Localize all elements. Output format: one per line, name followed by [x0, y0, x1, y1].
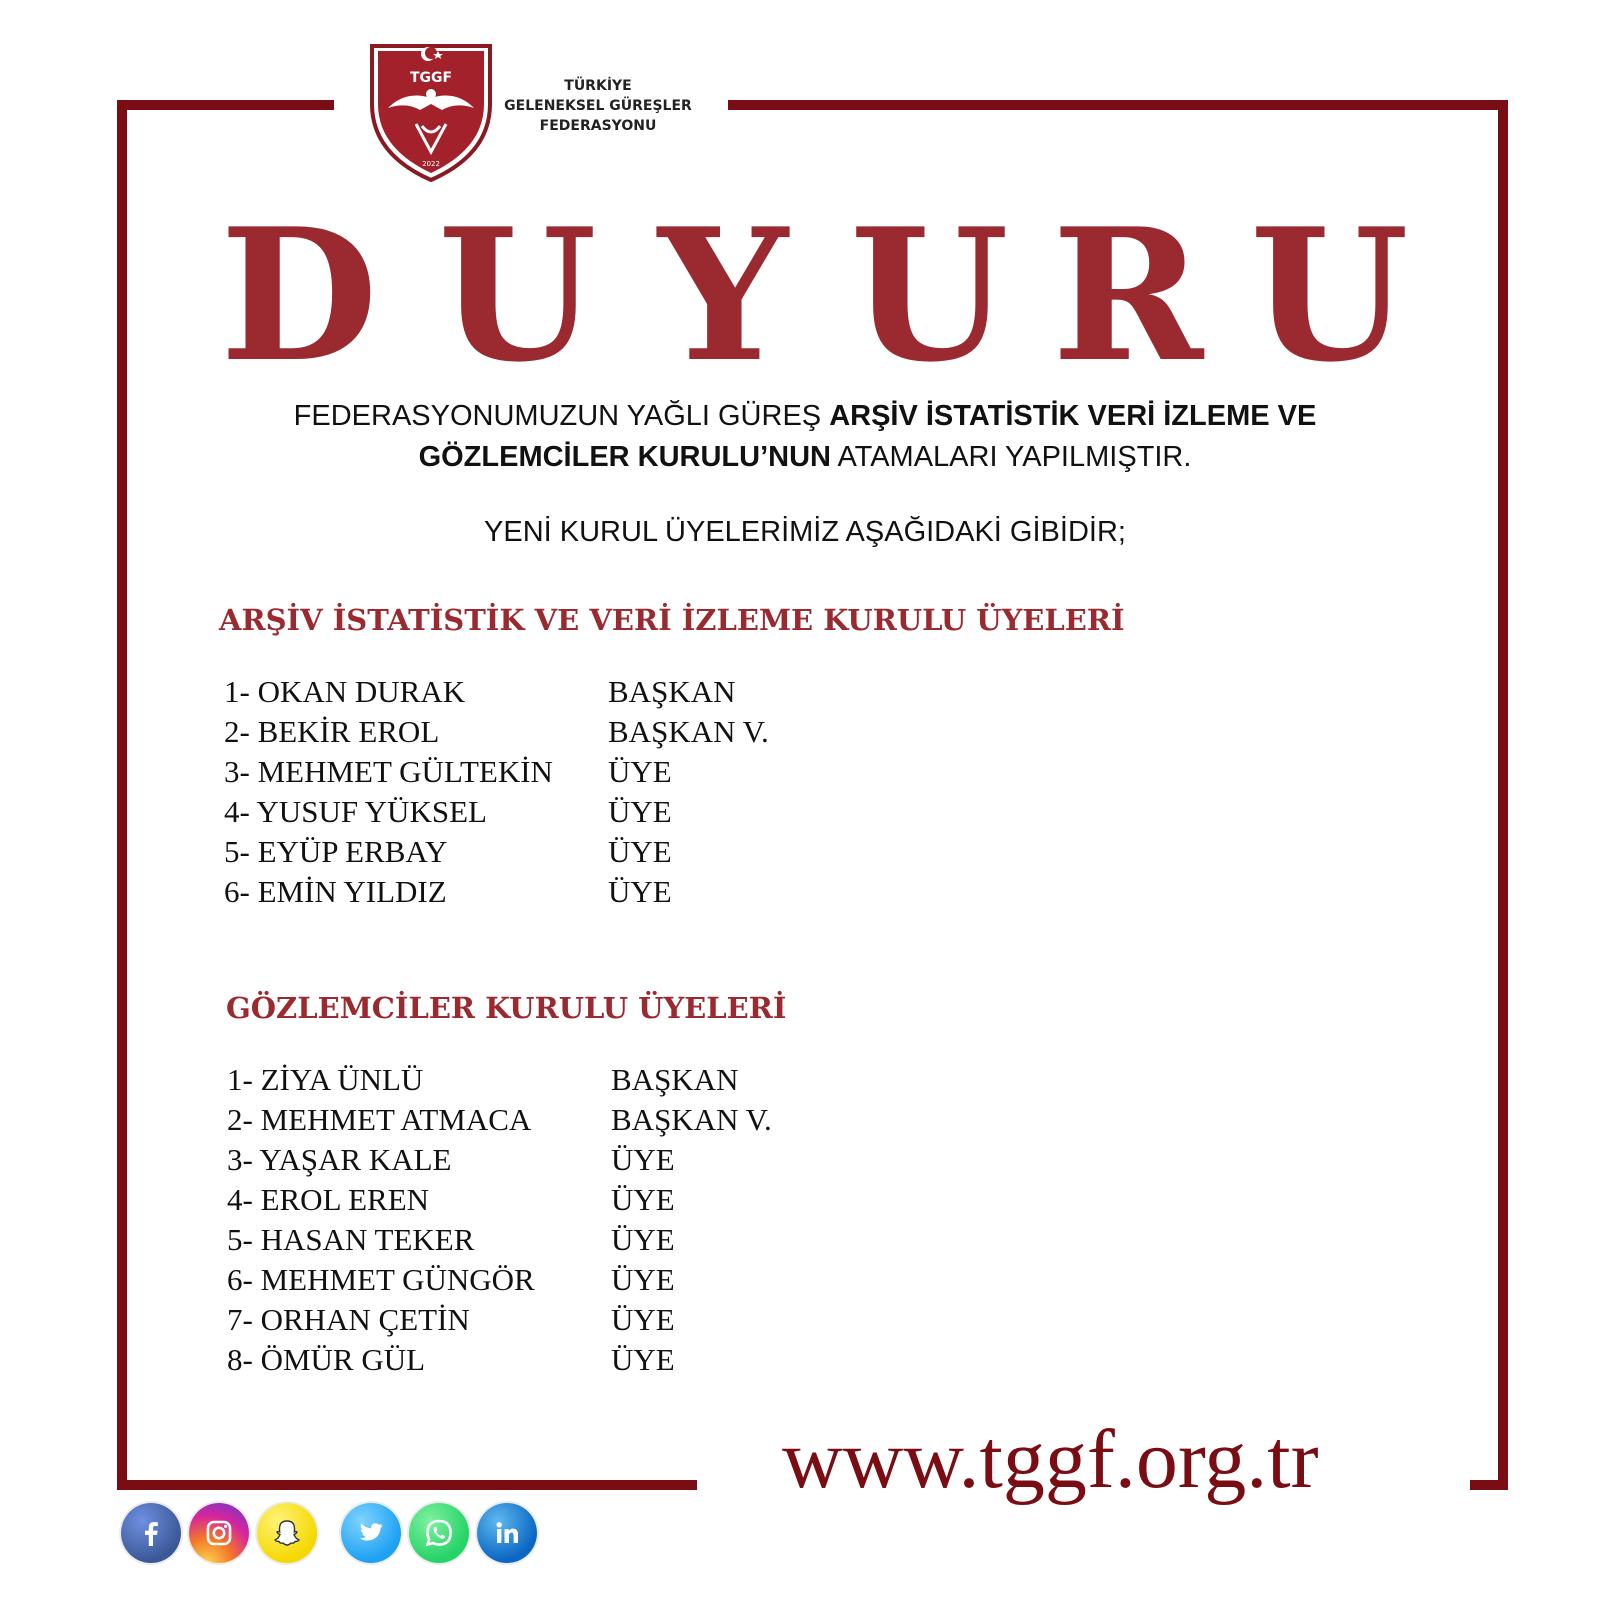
website-link[interactable]: www.tggf.org.tr	[782, 1413, 1319, 1506]
member-name: 1- OKAN DURAK	[224, 674, 466, 709]
list-item	[227, 1260, 827, 1300]
twitter-icon[interactable]	[341, 1503, 401, 1563]
member-name: 5- HASAN TEKER	[227, 1222, 475, 1257]
frame-bottom-right	[1470, 1480, 1508, 1490]
intro-line-1	[200, 396, 1410, 437]
list-item	[224, 672, 824, 712]
member-name: 7- ORHAN ÇETİN	[227, 1302, 470, 1337]
member-name: 6- EMİN YILDIZ	[224, 874, 447, 909]
facebook-icon[interactable]	[121, 1503, 181, 1563]
member-role: ÜYE	[611, 1262, 675, 1297]
member-role: BAŞKAN V.	[611, 1102, 772, 1137]
frame-bottom-left	[117, 1480, 697, 1490]
org-name-line-2: GELENEKSEL GÜREŞLER	[504, 98, 692, 114]
member-role: ÜYE	[611, 1302, 675, 1337]
member-role: ÜYE	[611, 1222, 675, 1257]
instagram-icon[interactable]	[189, 1503, 249, 1563]
intro-bold-1: ARŞİV İSTATİSTİK VERİ İZLEME VE	[829, 400, 1317, 432]
federation-logo	[366, 42, 496, 182]
list-item	[224, 792, 824, 832]
member-role: ÜYE	[608, 834, 672, 869]
title-letter: R	[1052, 188, 1204, 402]
member-name: 5- EYÜP ERBAY	[224, 834, 448, 869]
list-item	[227, 1300, 827, 1340]
list-item	[224, 832, 824, 872]
member-role: ÜYE	[608, 754, 672, 789]
member-role: ÜYE	[611, 1342, 675, 1377]
section-title-observers: GÖZLEMCİLER KURULU ÜYELERİ	[226, 991, 787, 1025]
intro-line-2	[200, 437, 1410, 478]
title-letter: Y	[658, 188, 788, 402]
member-name: 1- ZİYA ÜNLÜ	[227, 1062, 424, 1097]
member-role: ÜYE	[608, 874, 672, 909]
member-role: BAŞKAN	[608, 674, 736, 709]
org-name-line-1: TÜRKİYE	[564, 78, 632, 94]
logo-year: 2022	[422, 160, 440, 168]
snapchat-icon[interactable]	[257, 1503, 317, 1563]
title-letter: D	[220, 188, 378, 402]
intro-bold-2: GÖZLEMCİLER KURULU’NUN	[418, 441, 831, 473]
section-title-archive: ARŞİV İSTATİSTİK VE VERİ İZLEME KURULU ÜYELERİ	[219, 603, 1125, 637]
member-role: BAŞKAN V.	[608, 714, 769, 749]
frame-top-left	[117, 100, 334, 110]
intro-paragraph	[200, 396, 1410, 478]
member-name: 6- MEHMET GÜNGÖR	[227, 1262, 535, 1297]
title-letter: U	[1250, 188, 1409, 402]
list-item	[227, 1060, 827, 1100]
list-item	[227, 1100, 827, 1140]
list-item	[227, 1140, 827, 1180]
list-item	[224, 752, 824, 792]
list-item	[224, 712, 824, 752]
frame-right	[1498, 100, 1508, 1490]
intro-text-2: ATAMALARI YAPILMIŞTIR.	[830, 441, 1192, 473]
member-role: BAŞKAN	[611, 1062, 739, 1097]
member-role: ÜYE	[611, 1182, 675, 1217]
frame-top-right	[728, 100, 1508, 110]
member-role: ÜYE	[611, 1142, 675, 1177]
member-name: 4- YUSUF YÜKSEL	[224, 794, 487, 829]
subtitle: YENİ KURUL ÜYELERİMİZ AŞAĞIDAKİ GİBİDİR;	[484, 516, 1126, 548]
member-name: 2- MEHMET ATMACA	[227, 1102, 532, 1137]
list-item	[224, 872, 824, 912]
member-list-observers	[227, 1060, 827, 1380]
list-item	[227, 1180, 827, 1220]
member-name: 2- BEKİR EROL	[224, 714, 440, 749]
member-list-archive	[224, 672, 824, 912]
whatsapp-icon[interactable]	[409, 1503, 469, 1563]
member-name: 3- MEHMET GÜLTEKİN	[224, 754, 553, 789]
linkedin-icon[interactable]	[477, 1503, 537, 1563]
logo-text: TGGF	[409, 70, 453, 86]
member-name: 4- EROL EREN	[227, 1182, 430, 1217]
title-letter: U	[850, 188, 1009, 402]
page-title	[220, 188, 1420, 402]
member-name: 8- ÖMÜR GÜL	[227, 1342, 426, 1377]
org-name	[498, 76, 698, 136]
list-item	[227, 1340, 827, 1380]
member-role: ÜYE	[608, 794, 672, 829]
member-name: 3- YAŞAR KALE	[227, 1142, 452, 1177]
list-item	[227, 1220, 827, 1260]
title-letter: U	[438, 188, 597, 402]
frame-left	[117, 100, 127, 1490]
org-name-line-3: FEDERASYONU	[539, 118, 657, 134]
intro-text-1: FEDERASYONUMUZUN YAĞLI GÜREŞ	[293, 400, 830, 432]
